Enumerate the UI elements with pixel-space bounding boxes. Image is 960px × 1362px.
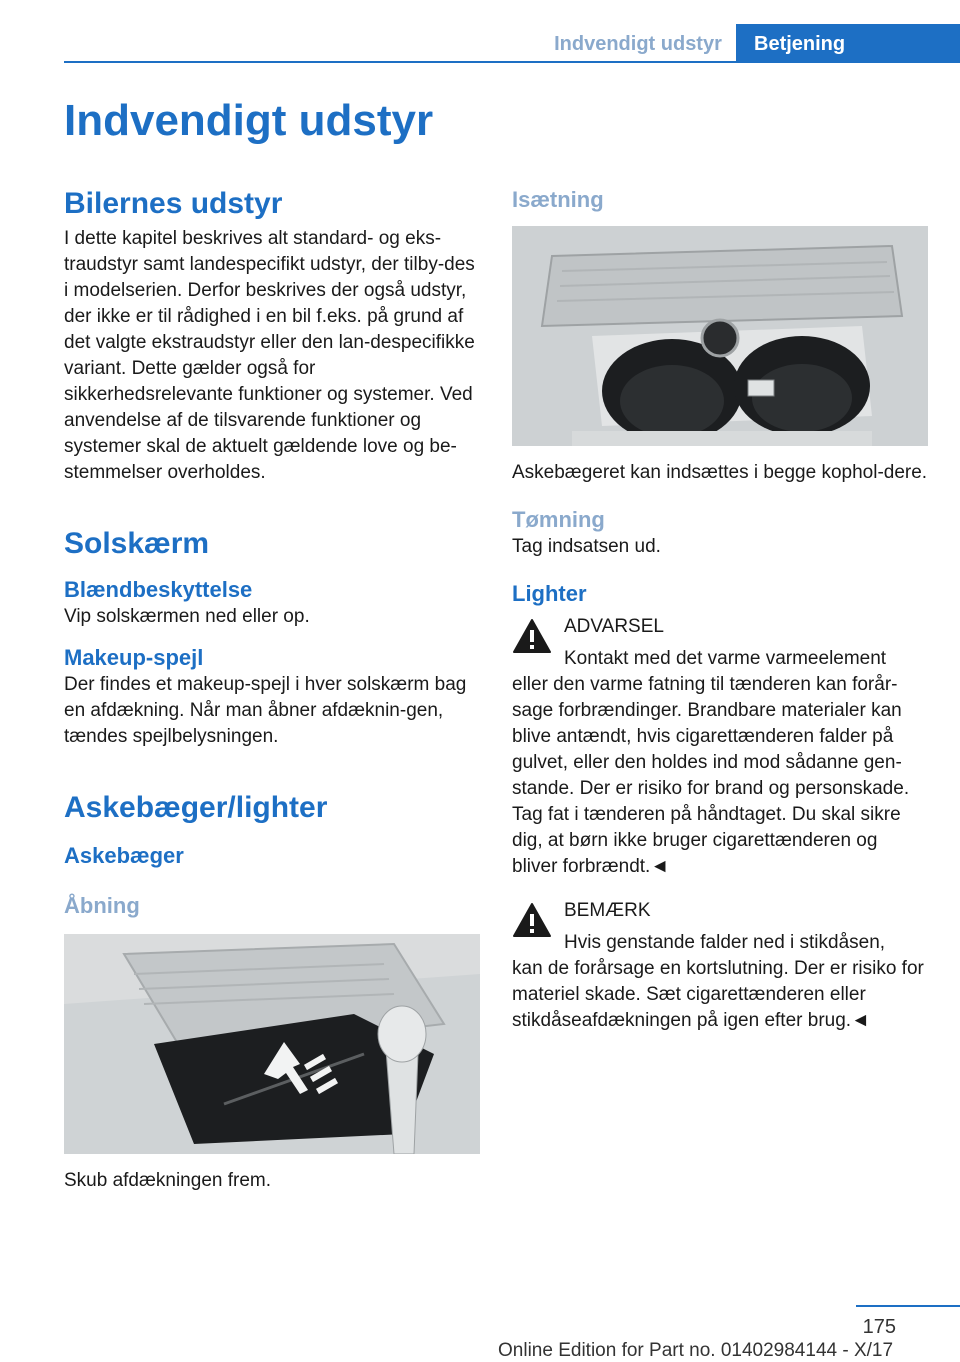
- page-number: 175: [862, 1316, 896, 1338]
- warning-box: [512, 614, 928, 672]
- heading-ashtray: Askebæger: [64, 843, 184, 868]
- right-column: [512, 186, 928, 1034]
- chapter-title: Indvendigt udstyr: [64, 96, 434, 145]
- heading-mirror: Makeup-spejl: [64, 645, 204, 670]
- notice-text: kan de forårsage en kortslutning. Der er risiko for materiel skade. Sæt cigarettænderen eller stikdåseafdækningen på igen efter brug.◄: [512, 958, 924, 1031]
- header-rule: [64, 61, 960, 63]
- left-column: [64, 186, 480, 1194]
- warning-triangle-icon: [512, 618, 552, 654]
- edition-note: Online Edition for Part no. 01402984144 - X/17: [498, 1340, 894, 1361]
- heading-opening: Åbning: [64, 893, 140, 918]
- footer-rule: [856, 1305, 960, 1307]
- heading-glare: Blændbeskyttelse: [64, 577, 253, 602]
- notice-box: [512, 898, 928, 956]
- ashtray-opening-image: [64, 934, 480, 1154]
- paragraph-glare: Vip solskærmen ned eller op.: [64, 606, 310, 627]
- caption-opening: Skub afdækningen frem.: [64, 1170, 272, 1191]
- paragraph-empty: Tag indsatsen ud.: [512, 536, 661, 557]
- heading-insert: Isætning: [512, 187, 604, 212]
- header-section-label: Indvendigt udstyr: [554, 33, 722, 55]
- ashtray-insert-image: [512, 226, 928, 446]
- header-chapter-tab: Betjening: [736, 24, 960, 63]
- paragraph-equipment: I dette kapitel beskrives alt standard- og eks-traudstyr samt landespecifikt udstyr, der tilby-des i modelserien. Derfor beskrives der også udstyr, der ikke er til rådighed i en bil f.eks. på grund af det valgte ekstraudstyr eller den lan-despecifikke variant. Dette gælder også for sikkerhedsrelevante funktioner og systemer. Ved anvendelse af de tilsvarende funktioner og systemer skal de aktuelt gældende love og be-stemmelser overholdes.: [64, 228, 475, 483]
- notice-triangle-icon: [512, 902, 552, 938]
- notice-title: BEMÆRK: [564, 900, 651, 921]
- warning-text: eller den varme fatning til tænderen kan forår-sage forbrændinger. Brandbare materialer kan blive antændt, hvis cigarettænderen falder på gulvet, eller den holdes ind mod sådanne gen-stande. Der er risiko for brand og personskade. Tag fat i tænderen på håndtaget. Du skal sikre dig, at børn ikke bruger cigarettænderen og bliver forbrændt.◄: [512, 674, 910, 877]
- heading-ashtray-lighter: Askebæger/lighter: [64, 791, 328, 824]
- heading-equipment: Bilernes udstyr: [64, 187, 283, 220]
- heading-lighter: Lighter: [512, 581, 587, 606]
- notice-text-first: Hvis genstande falder ned i stikdåsen,: [564, 932, 886, 953]
- heading-sunvisor: Solskærm: [64, 527, 210, 560]
- warning-text-first: Kontakt med det varme varmeelement: [564, 648, 887, 669]
- heading-empty: Tømning: [512, 507, 605, 532]
- warning-title: ADVARSEL: [564, 616, 664, 637]
- paragraph-mirror: Der findes et makeup-spejl i hver solskærm bag en afdækning. Når man åbner afdæknin-gen, tændes spejlbelysningen.: [64, 674, 467, 747]
- caption-insert: Askebægeret kan indsættes i begge kophol-dere.: [512, 462, 928, 483]
